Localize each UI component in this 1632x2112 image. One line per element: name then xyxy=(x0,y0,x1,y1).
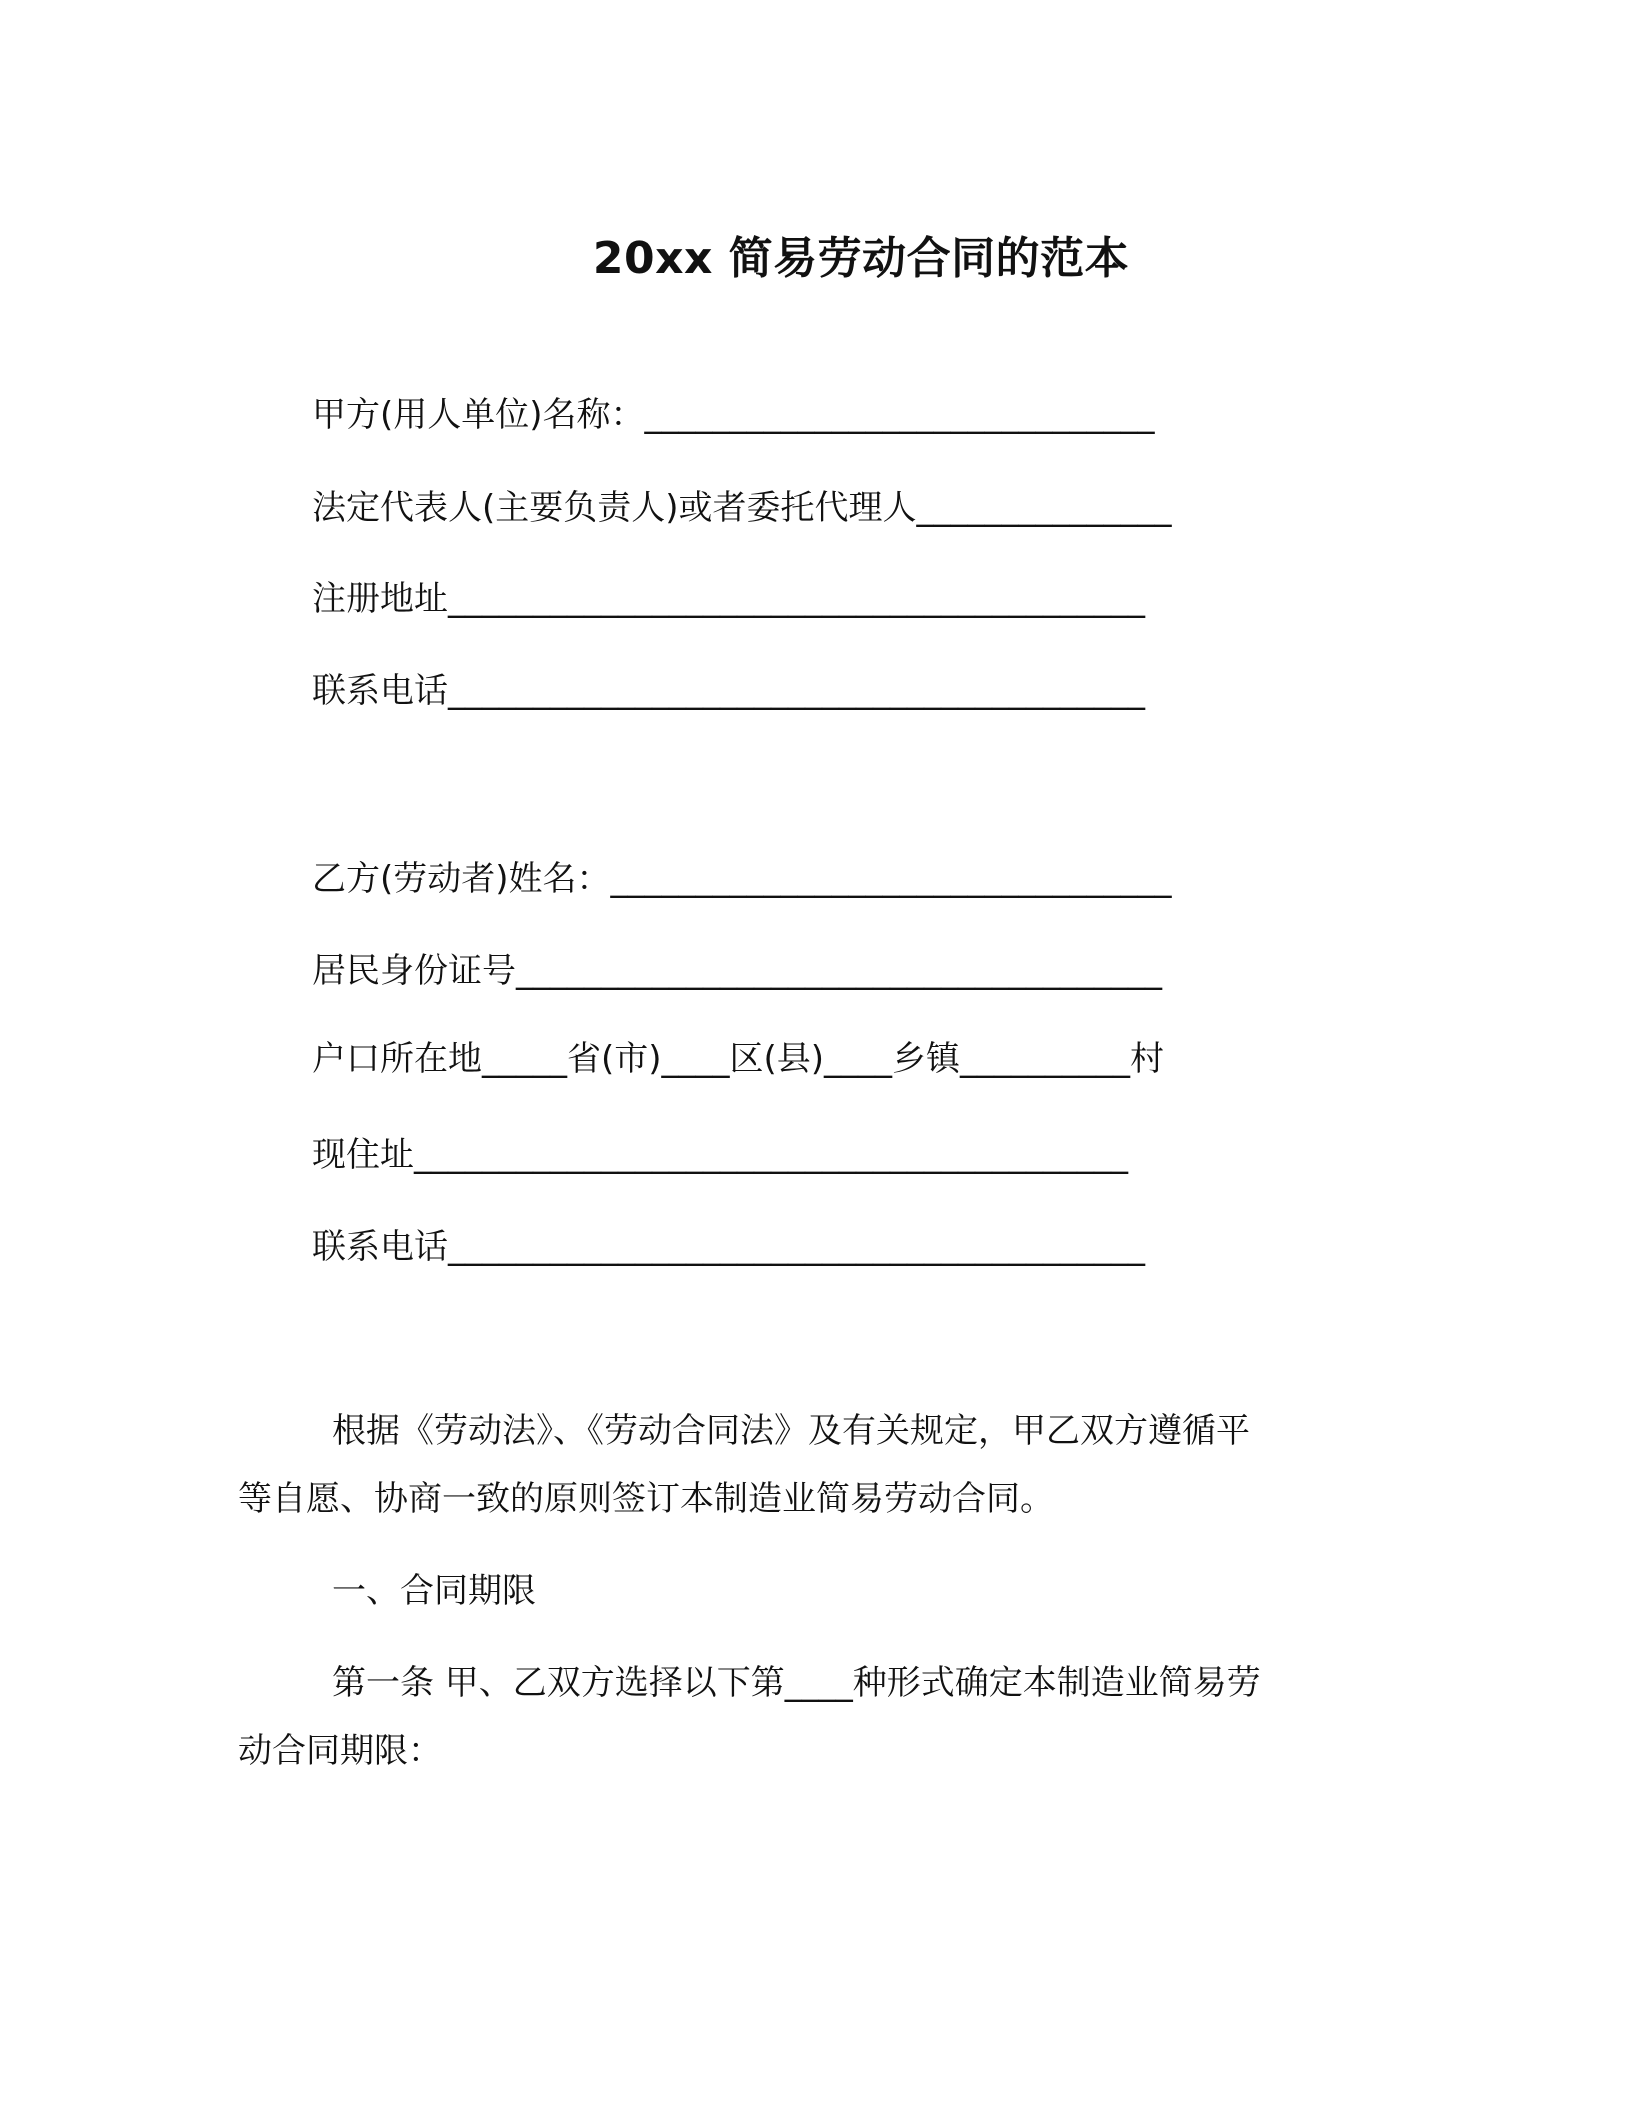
party-a-representative-field: 法定代表人(主要负责人)或者委托代理人_______________ xyxy=(312,488,1172,528)
party-b-address-field: 现住址__________________________________________ xyxy=(312,1135,1128,1175)
article-1-line-1: 第一条 甲、乙双方选择以下第____种形式确定本制造业简易劳 xyxy=(332,1663,1261,1703)
intro-paragraph-line-1: 根据《劳动法》、《劳动合同法》及有关规定，甲乙双方遵循平 xyxy=(332,1411,1250,1451)
party-a-phone-field: 联系电话_________________________________________ xyxy=(312,671,1145,711)
article-1-line-2: 动合同期限： xyxy=(238,1731,442,1771)
section-1-heading: 一、合同期限 xyxy=(332,1571,536,1611)
party-a-address-field: 注册地址_________________________________________ xyxy=(312,579,1145,619)
party-b-phone-field: 联系电话_________________________________________ xyxy=(312,1227,1145,1267)
party-b-name-field: 乙方(劳动者)姓名：_________________________________ xyxy=(312,859,1172,899)
document-title: 20xx 简易劳动合同的范本 xyxy=(592,233,1130,284)
party-b-hukou-field: 户口所在地_____省(市)____区(县)____乡镇__________村 xyxy=(312,1039,1165,1079)
party-b-id-number-field: 居民身份证号______________________________________ xyxy=(312,951,1162,991)
party-a-name-field: 甲方(用人单位)名称：______________________________ xyxy=(312,395,1155,435)
intro-paragraph-line-2: 等自愿、协商一致的原则签订本制造业简易劳动合同。 xyxy=(238,1479,1054,1519)
